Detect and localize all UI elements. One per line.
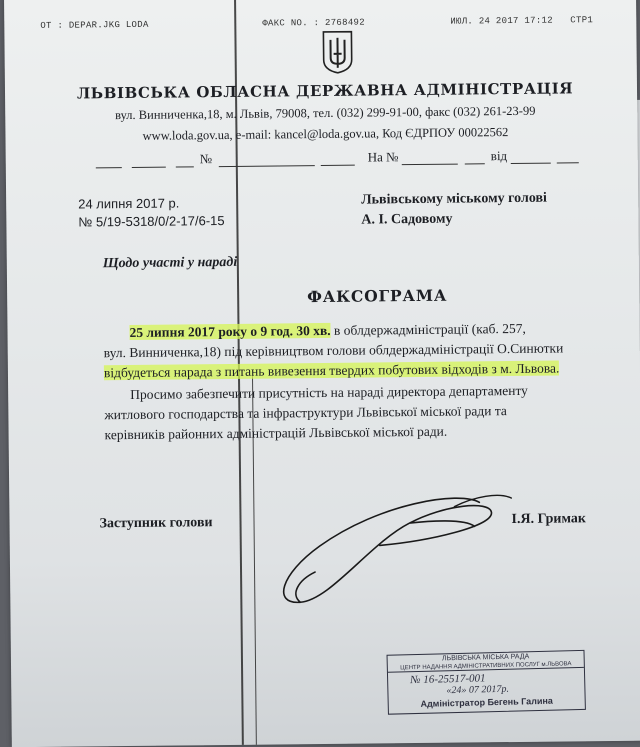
signer-name: І.Я. Гримак (511, 511, 587, 528)
fax-number: ФАКС NO. : 2768492 (262, 17, 365, 29)
fax-datetime: ИЮЛ. 24 2017 17:12 (450, 15, 553, 27)
outgoing-ref-line (96, 150, 356, 169)
paragraph-2-line-2: житлового господарства та інфраструктури Львівської міської ради та (104, 403, 507, 423)
incoming-ref-line (368, 147, 579, 165)
document-date: 24 липня 2017 р. (78, 195, 180, 212)
subject: Щодо участі у нараді (102, 254, 238, 272)
address-line: вул. Винниченка,18, м. Львів, 79008, тел. (032) 299-91-00, факс (032) 261-23-99 (115, 103, 536, 123)
recipient-name: А. І. Садовому (361, 211, 453, 228)
paragraph-1-line-3 (104, 361, 560, 382)
registration-stamp (387, 650, 586, 715)
from-label: від (490, 148, 508, 164)
registration-number: № 5/19-5318/0/2-17/6-15 (78, 213, 225, 230)
document-title: ФАКСОГРАМА (307, 285, 448, 307)
number-symbol: № (199, 151, 213, 167)
signer-title: Заступник голови (99, 515, 213, 532)
meeting-topic: відбудеться нарада з питань вивезення твердих побутових відходів з м. Львова. (103, 360, 560, 381)
paragraph-2-line-1: Просимо забезпечити присутність на нараді директора департаменту (130, 382, 528, 403)
handwritten-signature (259, 482, 520, 620)
meeting-datetime: 25 липня 2017 року о 9 год. 30 хв. (129, 322, 331, 341)
fax-from: ОТ : DEPAR.JKG LODA (40, 19, 149, 31)
paragraph-1-line-1 (129, 321, 525, 341)
recipient-position: Львівському міському голові (361, 190, 547, 208)
paragraph-2-line-3: керівників районних адміністрацій Львівської міської ради. (104, 423, 448, 443)
fax-page: СТР1 (570, 15, 594, 26)
organization-name: ЛЬВІВСЬКА ОБЛАСНА ДЕРЖАВНА АДМІНІСТРАЦІЯ (76, 79, 574, 103)
fax-document (4, 0, 640, 747)
meeting-location: в облдержадміністрації (каб. 257, (330, 320, 526, 338)
stamp-administrator: Адміністратор Бегень Галина (420, 695, 553, 709)
reply-to-label: На № (367, 149, 399, 165)
stamp-date: «24» 07 2017р. (446, 683, 510, 697)
stamp-council: ЛЬВІВСЬКА МІСЬКА РАДА (441, 653, 530, 663)
stamp-reg-number: № 16-25517-001 (409, 672, 486, 687)
contacts-line: www.loda.gov.ua, e-mail: kancel@loda.gov.ua, Код ЄДРПОУ 00022562 (142, 125, 509, 143)
paragraph-1-line-2: вул. Винниченка,18) під керівництвом голови облдержадміністрації О.Синютки (103, 340, 564, 361)
trident-icon (320, 30, 355, 79)
stamp-center: ЦЕНТР НАДАННЯ АДМІНІСТРАТИВНИХ ПОСЛУГ м.ЛЬВОВА (388, 661, 584, 673)
